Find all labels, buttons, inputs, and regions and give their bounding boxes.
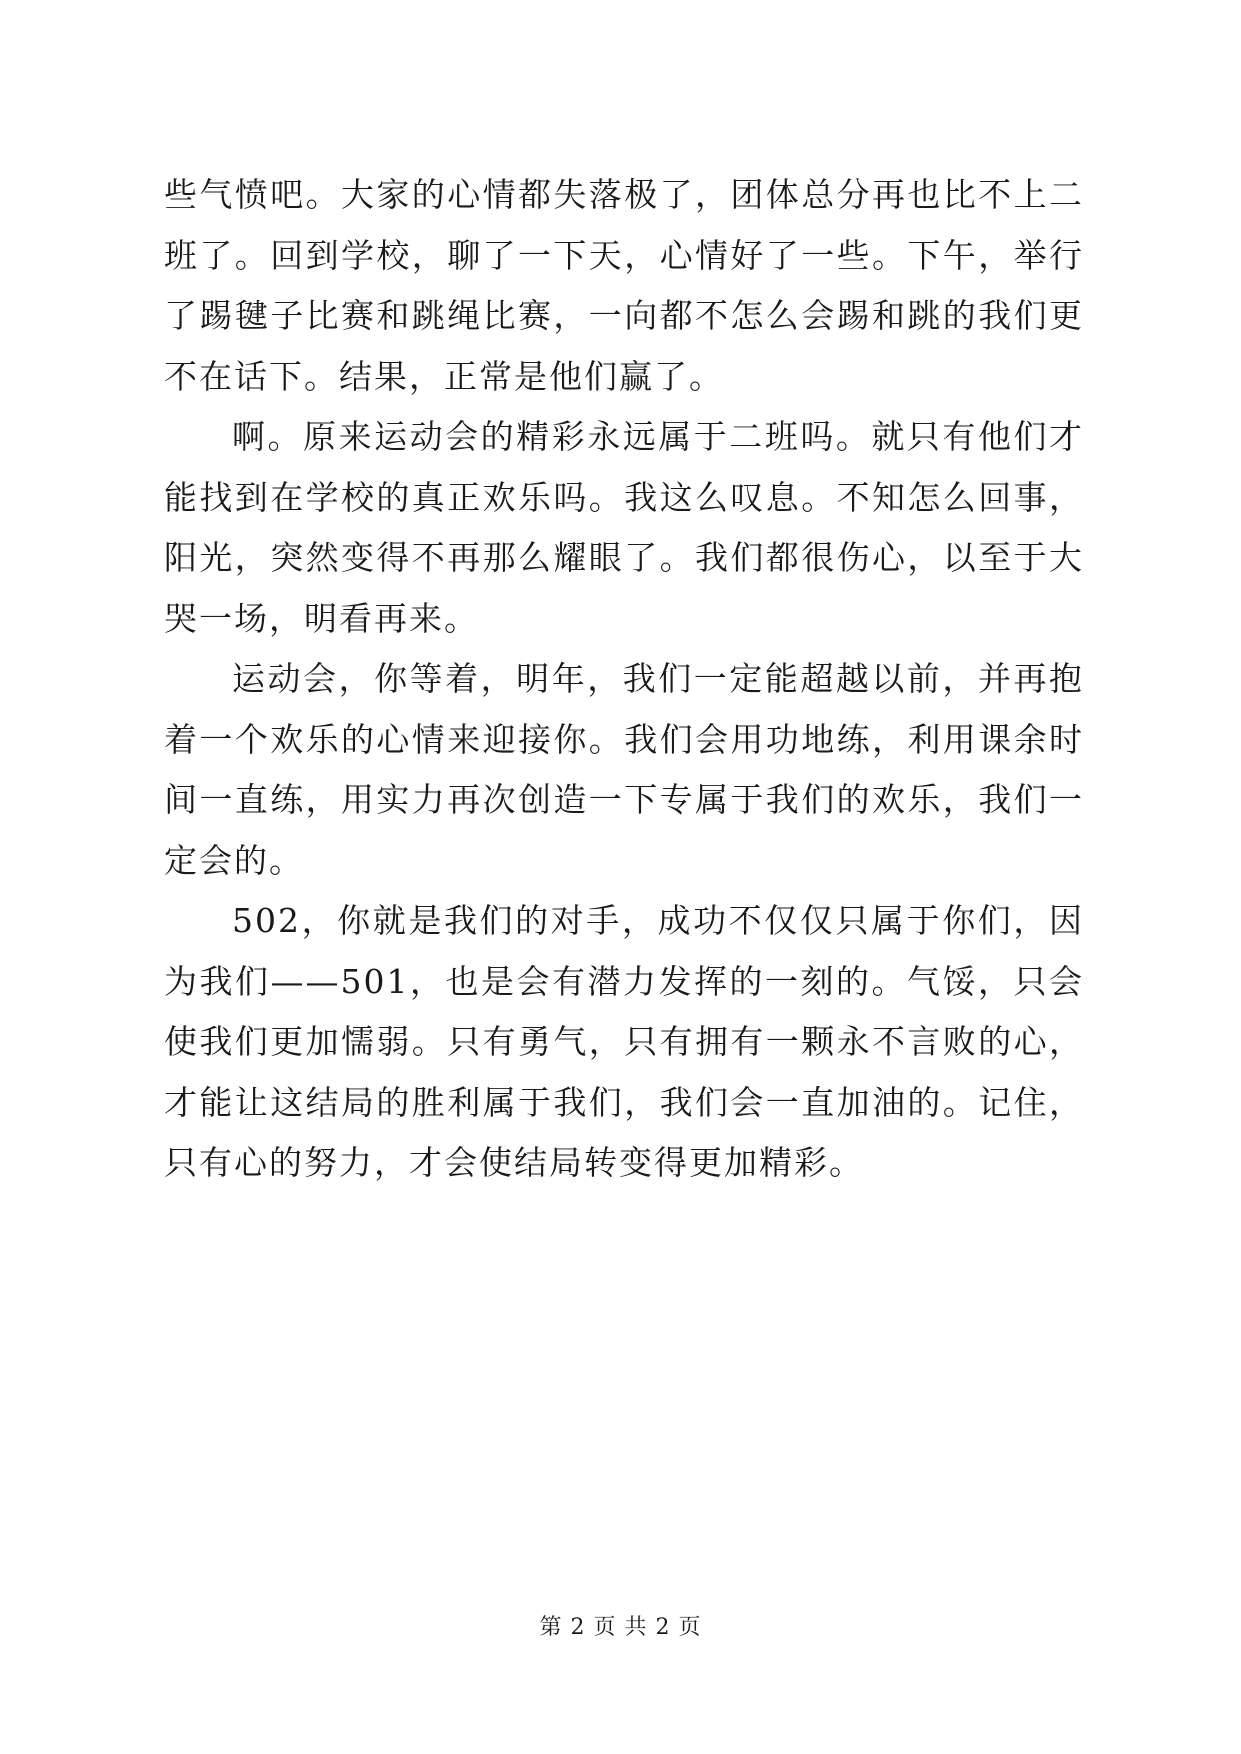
paragraph-2: 啊。原来运动会的精彩永远属于二班吗。就只有他们才能找到在学校的真正欢乐吗。我这么叹息。不知怎么回事，阳光，突然变得不再那么耀眼了。我们都很伤心，以至于大哭一场，明看再来。: [164, 417, 1084, 638]
page-number-footer: 第 2 页 共 2 页: [539, 1615, 702, 1640]
paragraph-1: 些气愤吧。大家的心情都失落极了，团体总分再也比不上二班了。回到学校，聊了一下天，心情好了一些。下午，举行了踢毽子比赛和跳绳比赛，一向都不怎么会踢和跳的我们更不在话下。结果，正常是他们赢了。: [164, 175, 1084, 396]
document-body: [164, 165, 1084, 1194]
paragraph-3: 运动会，你等着，明年，我们一定能超越以前，并再抱着一个欢乐的心情来迎接你。我们会用功地练，利用课余时间一直练，用实力再次创造一下专属于我们的欢乐，我们一定会的。: [164, 659, 1084, 880]
paragraph-4: 502，你就是我们的对手，成功不仅仅只属于你们，因为我们——501，也是会有潜力发挥的一刻的。气馁，只会使我们更加懦弱。只有勇气，只有拥有一颗永不言败的心，才能让这结局的胜利属于我们，我们会一直加油的。记住，只有心的努力，才会使结局转变得更加精彩。: [164, 901, 1084, 1182]
